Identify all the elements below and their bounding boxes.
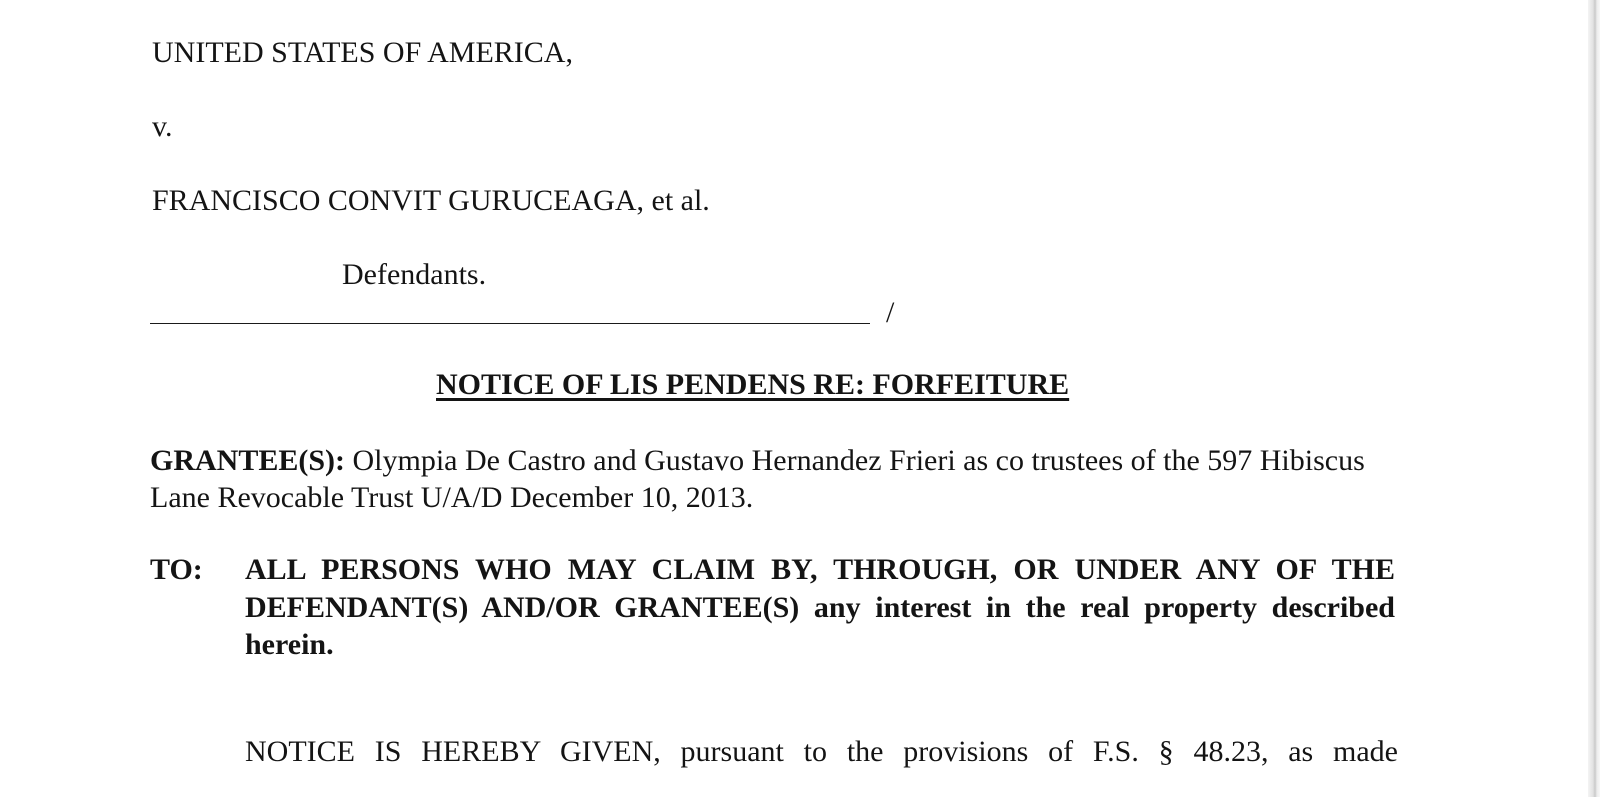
grantee-section xyxy=(150,442,1400,516)
grantee-label: GRANTEE(S): xyxy=(150,444,346,477)
page-edge-shadow xyxy=(1588,0,1600,797)
to-label: TO: xyxy=(150,553,203,586)
grantee-text: Olympia De Castro and Gustavo Hernandez Frieri as co trustees of the 597 Hibiscus Lane Revocable Trust U/A/D December 10, 2013. xyxy=(150,444,1365,514)
document-title: NOTICE OF LIS PENDENS RE: FORFEITURE xyxy=(436,368,1070,401)
caption-divider-line xyxy=(150,323,870,324)
caption-plaintiff: UNITED STATES OF AMERICA, xyxy=(152,36,573,69)
notice-paragraph: NOTICE IS HEREBY GIVEN, pursuant to the provisions of F.S. § 48.23, as made xyxy=(245,735,1398,768)
to-recipients: ALL PERSONS WHO MAY CLAIM BY, THROUGH, OR UNDER ANY OF THE DEFENDANT(S) AND/OR GRANTEE(S) any interest in the real property described herein. xyxy=(245,553,1395,661)
caption-defendants-label: Defendants. xyxy=(342,258,487,291)
caption-versus: v. xyxy=(152,110,173,143)
caption-defendant: FRANCISCO CONVIT GURUCEAGA, et al. xyxy=(152,184,710,217)
caption-slash: / xyxy=(886,296,895,329)
